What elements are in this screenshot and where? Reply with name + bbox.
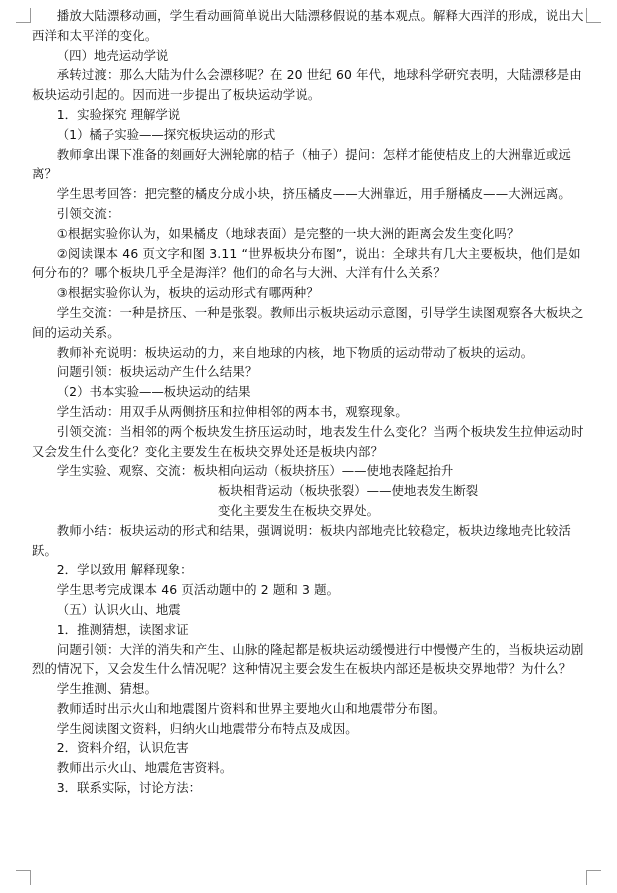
paragraph: 问题引领：大洋的消失和产生、山脉的隆起都是板块运动缓慢进行中慢慢产生的，当板块运动剧烈的情况下，又会发生什么情况呢？这种情况主要会发生在板块内部还是板块交界地带？为什么？ [32, 641, 584, 677]
corner-mark-bottom-right [586, 870, 601, 885]
paragraph: ①根据实验你认为，如果橘皮（地球表面）是完整的一块大洲的距离会发生变化吗？ [56, 225, 520, 241]
paragraph: 教师小结：板块运动的形式和结果，强调说明：板块内部地壳比较稳定，板块边缘地壳比较活跃。 [32, 522, 571, 558]
paragraph: 学生思考完成课本 46 页活动题中的 2 题和 3 题。 [56, 582, 340, 598]
section-heading: （四）地壳运动学说 [56, 47, 169, 63]
paragraph: 教师拿出课下准备的刻画好大洲轮廓的桔子（柚子）提问：怎样才能使桔皮上的大洲靠近或远离？ [32, 146, 571, 182]
paragraph: 学生交流：一种是挤压、一种是张裂。教师出示板块运动示意图，引导学生读图观察各大板块之间的运动关系。 [32, 304, 584, 340]
subsection-heading: 1．推测猜想，读图求证 [56, 621, 189, 637]
paragraph: 教师补充说明：板块运动的力，来自地球的内核，地下物质的运动带动了板块的运动。 [56, 344, 534, 360]
experiment-line: 板块相背运动（板块张裂）——使地表发生断裂 [218, 483, 479, 499]
subsection-heading: 1．实验探究 理解学说 [56, 106, 181, 122]
paragraph: 引领交流：当相邻的两个板块发生挤压运动时，地表发生什么变化？当两个板块发生拉伸运动时又会发生什么变化？变化主要发生在板块交界处还是板块内部？ [32, 423, 584, 459]
corner-mark-bottom-left [16, 870, 31, 885]
subsection-heading: 3．联系实际，讨论方法： [56, 780, 201, 796]
paragraph: 学生活动：用双手从两侧挤压和拉伸相邻的两本书，观察现象。 [56, 403, 408, 419]
paragraph: ③根据实验你认为，板块的运动形式有哪两种？ [56, 285, 319, 301]
section-heading: （五）认识火山、地震 [56, 601, 181, 617]
paragraph: 学生推测、猜想。 [56, 681, 158, 697]
paragraph: 教师适时出示火山和地震图片资料和世界主要地火山和地震带分布图。 [56, 700, 446, 716]
paragraph: 问题引领：板块运动产生什么结果？ [56, 364, 258, 380]
experiment-line: 变化主要发生在板块交界处。 [218, 502, 380, 518]
experiment-line: 学生实验、观察、交流：板块相向运动（板块挤压）——使地表隆起抬升 [56, 463, 454, 479]
document-body [32, 6, 584, 798]
subsection-heading: （1）橘子实验——探究板块运动的形式 [56, 126, 276, 142]
subsection-heading: 2．学以致用 解释现象： [56, 562, 193, 578]
subsection-heading: （2）书本实验——板块运动的结果 [56, 384, 251, 400]
paragraph: 引领交流： [56, 205, 120, 221]
experiment-results [32, 461, 584, 520]
paragraph: ②阅读课本 46 页文字和图 3.11 “世界板块分布图”，说出：全球共有几大主要板块，他们是如何分布的？哪个板块几乎全是海洋？他们的命名与大洲、大洋有什么关系？ [32, 245, 581, 281]
paragraph: 承转过渡：那么大陆为什么会漂移呢？在 20 世纪 60 年代，地球科学研究表明，大陆漂移是由板块运动引起的。因而进一步提出了板块运动学说。 [32, 67, 582, 103]
paragraph: 教师出示火山、地震危害资料。 [56, 760, 233, 776]
paragraph: 学生思考回答：把完整的橘皮分成小块，挤压橘皮——大洲靠近，用手掰橘皮——大洲远离。 [56, 186, 571, 202]
subsection-heading: 2．资料介绍，认识危害 [56, 740, 189, 756]
paragraph: 学生阅读图文资料，归纳火山地震带分布特点及成因。 [56, 720, 358, 736]
corner-mark-top-right [586, 8, 601, 23]
paragraph: 播放大陆漂移动画，学生看动画简单说出大陆漂移假说的基本观点。解释大西洋的形成，说出大西洋和太平洋的变化。 [32, 8, 584, 43]
corner-mark-top-left [16, 8, 31, 23]
